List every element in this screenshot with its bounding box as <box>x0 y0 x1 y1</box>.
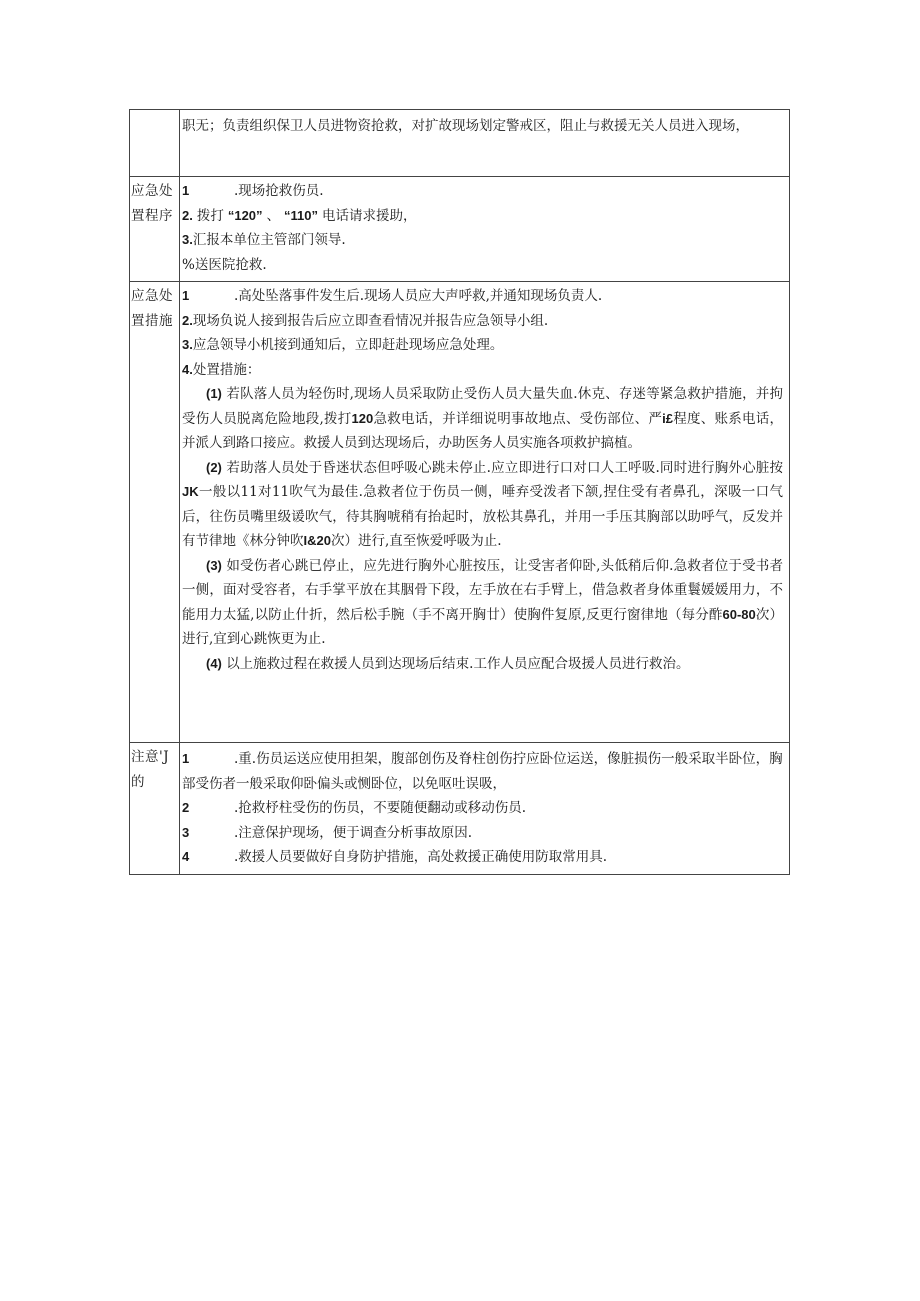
notes-item-text: .抢救杼柱受伤的伤员，不要随便翻动或移动伤员. <box>234 800 527 816</box>
procedure-item-number: 2. <box>182 207 193 223</box>
measure-paragraph-text: 如受伤者心跳已停止，应先进行胸外心脏按压，让受害者仰卧,头低稍后仰.急救者位于受书者一侧，面对受容者，右手掌平放在其胭骨下段，左手放在右手臂上，借急救者身体重鬟媛媛用力，不能用力太猛,以防止什折，然后松手腕（手不离开胸廿）使胸件复原,反更行窗律地（每分酢 <box>182 557 783 623</box>
measures-content <box>180 282 790 743</box>
measures-item-number: 1 <box>182 288 190 303</box>
notes-item-text: .重.伤员运送应使用担架，腹部创伤及脊柱创伤拧应卧位运送，像脏损伤一般采取半卧位，胸部受伤者一般采取仰卧偏头或恻卧位，以免呕吐误吸， <box>182 751 783 792</box>
measures-item-text: 处置措施： <box>192 361 261 378</box>
notes-item-2 <box>182 796 783 821</box>
duty-content <box>180 110 790 177</box>
measure-paragraph-number: (3) <box>206 557 222 573</box>
procedure-item-4 <box>182 253 783 278</box>
duty-row <box>130 110 790 177</box>
procedure-label: 应急处置程序 <box>130 177 180 282</box>
measures-row <box>130 282 790 743</box>
phone-number-110: “110” <box>284 207 319 223</box>
measure-paragraph-text: 若助落人员处于昏迷状态但呼吸心跳未停止.应立即进行口对口人工呼吸.同时进行胸外心脏按 <box>226 459 783 476</box>
measures-item-2 <box>182 309 783 334</box>
measure-paragraph-4 <box>182 652 783 677</box>
measures-item-text: .高处坠落事件发生后.现场人员应大声呼救,并通知现场负责人. <box>234 288 603 304</box>
measures-item-text: 应急领导小机接到通知后，立即赶赴现场应急处理。 <box>192 337 504 353</box>
measures-item-text: 现场负说人接到报告后应立即查看情况并报告应急领导小组. <box>192 312 549 329</box>
procedure-item-2 <box>182 204 783 229</box>
measure-paragraph-text: 次）进行,直至恢爱呼吸为止. <box>330 533 502 549</box>
procedure-item-separator: 、 <box>266 207 281 224</box>
measure-paragraph-fragment: i£ <box>662 410 674 426</box>
notes-label: 注意'J的 <box>130 743 180 875</box>
procedure-item-number: 3. <box>182 232 193 247</box>
measure-paragraph-text: 以上施救过程在救援人员到达现场后结束.工作人员应配合圾援人员进行救治。 <box>226 655 690 672</box>
procedure-item-1 <box>182 179 783 204</box>
emergency-number: 120 <box>351 410 374 426</box>
phone-number-120: “120” <box>227 207 263 223</box>
notes-row <box>130 743 790 875</box>
compression-rate: 60-80 <box>722 606 756 622</box>
measures-item-number: 4. <box>182 361 193 377</box>
measure-paragraph-number: (2) <box>206 459 222 475</box>
measures-item-3 <box>182 333 783 358</box>
notes-item-3 <box>182 821 783 846</box>
duty-label <box>130 110 180 177</box>
procedure-item-number: 1 <box>182 183 190 198</box>
procedure-item-text: .现场抢救伤员. <box>234 183 324 199</box>
measure-paragraph-2 <box>182 456 783 554</box>
measure-paragraph-fragment: JK <box>182 484 199 499</box>
measures-item-4 <box>182 358 783 383</box>
measure-paragraph-fragment: I&20 <box>303 533 331 548</box>
procedure-item-text: 送医院抢救. <box>194 256 267 273</box>
notes-item-text: .注意保护现场，便于调查分析事故原因. <box>234 824 473 841</box>
procedure-row <box>130 177 790 282</box>
measure-paragraph-text: 次）进行,宜到心跳恢更为止. <box>182 606 783 647</box>
notes-content <box>180 743 790 875</box>
measure-paragraph-text: 急救电话，并详细说明事故地点、受伤部位、严 <box>373 410 663 427</box>
measure-paragraph-text: 若队落人员为轻伤时,现场人员采取防止受伤人员大量失血.休克、存迷等紧急救护措施，并拘受伤人员脱离危险地段,拨打 <box>182 386 783 427</box>
notes-item-4 <box>182 845 783 870</box>
duty-text: 职无；负责组织保卫人员进物资抢救，对扩故现场划定警戒区，阻止与救援无关人员进入现场， <box>182 118 749 134</box>
measure-paragraph-1 <box>182 382 783 456</box>
measures-label: 应急处置措施 <box>130 282 180 743</box>
notes-item-text: .救援人员要做好自身防护措施，高处救援正确使用防取常用具. <box>234 849 608 865</box>
notes-item-number: 3 <box>182 824 190 840</box>
measures-item-number: 3. <box>182 337 193 352</box>
measures-item-number: 2. <box>182 312 193 328</box>
notes-item-1 <box>182 747 783 796</box>
measure-paragraph-text: 一般以11对11吹气为最佳.急救者位于伤员一侧，唾弃受泼者下颔,捏住受有者鼻孔，深吸一口气后，往伤员嘴里级谖吹气，待其胸唬稍有抬起时，放松其鼻孔，并用一手压其胸部以助呼气，反发并有节律地《林分钟吹 <box>182 484 783 549</box>
procedure-item-text: 汇报本单位主管部门领导. <box>192 232 346 248</box>
measure-paragraph-3 <box>182 554 783 652</box>
procedure-item-text: 电话请求援助， <box>322 207 417 224</box>
notes-item-number: 1 <box>182 751 190 766</box>
measure-paragraph-text: 程度、账系电话，并派人到路口接应。救援人员到达现场后，办助医务人员实施各项救护搞植。 <box>182 410 783 451</box>
measure-paragraph-number: (4) <box>206 655 222 671</box>
procedure-content <box>180 177 790 282</box>
procedure-item-3 <box>182 228 783 253</box>
procedure-item-number: % <box>182 256 195 273</box>
procedure-item-prefix: 拨打 <box>196 207 224 224</box>
measures-item-1 <box>182 284 783 309</box>
measure-paragraph-number: (1) <box>206 386 222 401</box>
notes-item-number: 4 <box>182 849 190 864</box>
emergency-plan-table <box>129 109 790 875</box>
notes-item-number: 2 <box>182 800 190 815</box>
